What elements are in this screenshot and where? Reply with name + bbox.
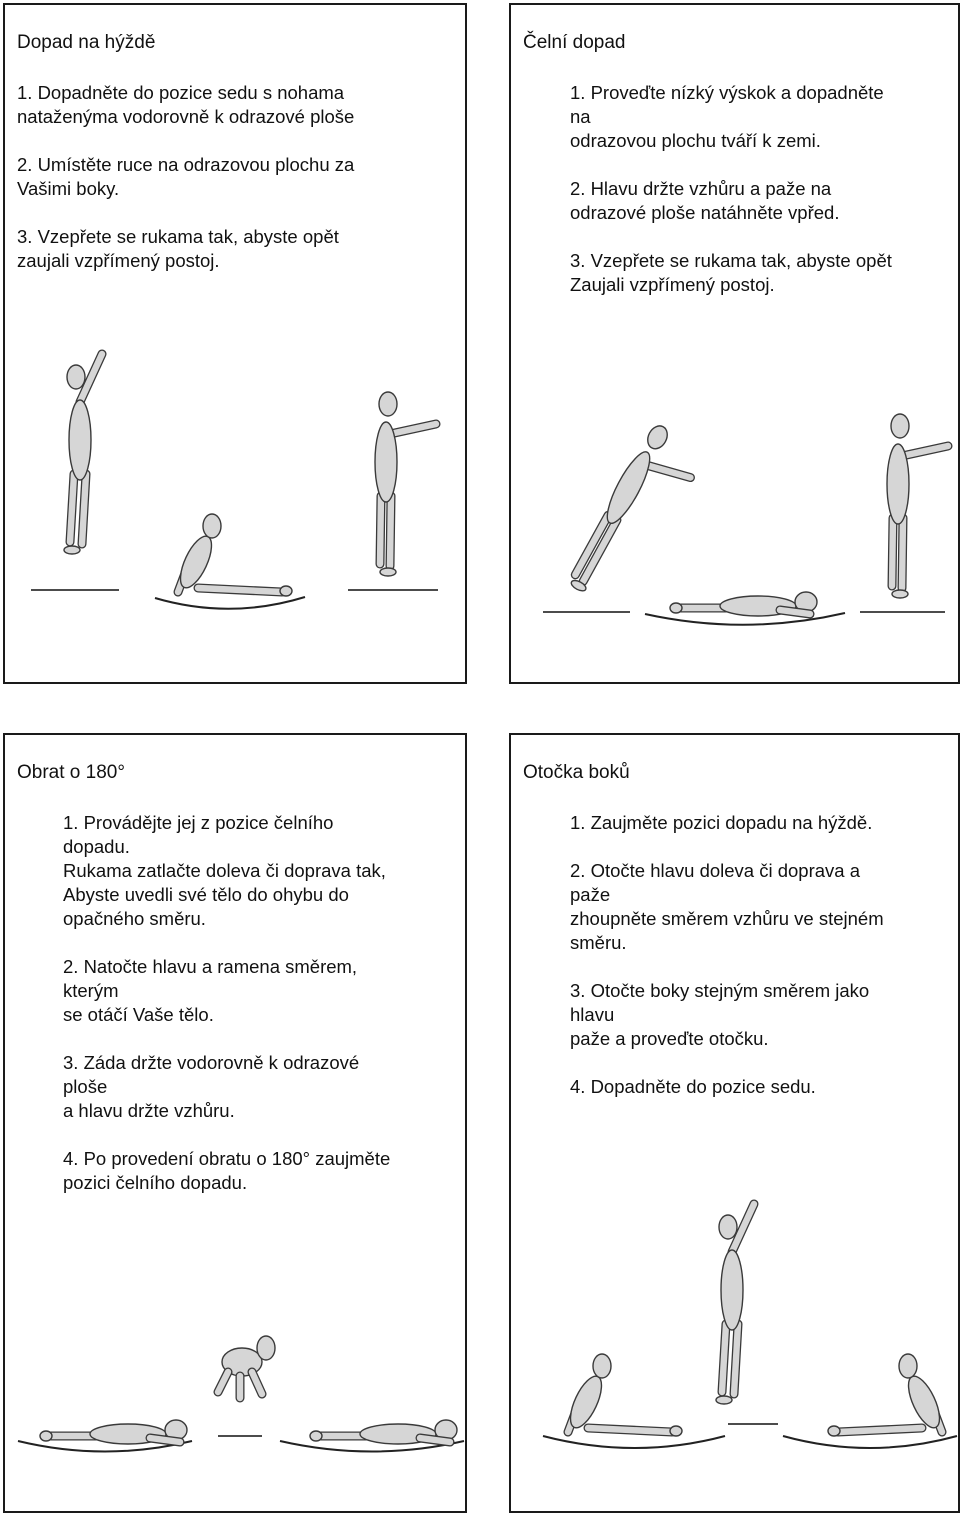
figure-lying: [40, 1420, 187, 1444]
step-item: 1. Provádějte jej z pozice čelního dopadu. Rukama zatlačte doleva či doprava tak, Abyste uvedli své tělo do ohybu do opačného směru.: [63, 812, 386, 929]
step-item: 3. Vzepřete se rukama tak, abyste opět Zaujali vzpřímený postoj.: [570, 250, 892, 295]
step-item: 3. Vzepřete se rukama tak, abyste opět zaujali vzpřímený postoj.: [17, 226, 339, 271]
step-item: 4. Po provedení obratu o 180° zaujměte pozici čelního dopadu.: [63, 1148, 391, 1193]
step-item: 1. Proveďte nízký výskok a dopadněte na odrazovou plochu tváří k zemi.: [570, 82, 884, 151]
card-title: Otočka boků: [523, 762, 630, 783]
step-item: 1. Dopadněte do pozice sedu s nohama nataženýma vodorovně k odrazové ploše: [17, 82, 355, 127]
step-item: 2. Otočte hlavu doleva či doprava a paže zhoupněte směrem vzhůru ve stejném směru.: [570, 860, 884, 953]
card-title: Obrat o 180°: [17, 762, 125, 783]
figure-standing: [887, 414, 948, 598]
card-title: Dopad na hýždě: [17, 32, 156, 53]
step-item: 3. Otočte boky stejným směrem jako hlavu paže a proveďte otočku.: [570, 980, 870, 1049]
card-title: Čelní dopad: [523, 32, 626, 53]
figure-lying: [310, 1420, 457, 1444]
trampoline-bed: [783, 1436, 957, 1448]
step-item: 1. Zaujměte pozici dopadu na hýždě.: [570, 812, 873, 833]
step-item: 2. Natočte hlavu a ramena směrem, kterým se otáčí Vaše tělo.: [63, 956, 358, 1025]
step-item: 4. Dopadněte do pozice sedu.: [570, 1076, 816, 1097]
figure-jump-arms-up: [64, 354, 102, 554]
figure-seated: [564, 1354, 682, 1436]
step-item: 2. Hlavu držte vzhůru a paže na odrazové ploše natáhněte vpřed.: [570, 178, 840, 223]
figure-jump-arms-up: [716, 1204, 754, 1404]
figure-lying: [670, 592, 817, 616]
step-item: 2. Umístěte ruce na odrazovou plochu za Vašimi boky.: [17, 154, 355, 199]
step-item: 3. Záda držte vodorovně k odrazové ploše a hlavu držte vzhůru.: [63, 1052, 360, 1121]
trampoline-bed: [543, 1436, 725, 1448]
figure-crouched: [218, 1336, 275, 1398]
figure-seated-mirrored: [828, 1354, 946, 1436]
trampoline-bed: [155, 597, 305, 609]
figure-seated: [174, 514, 292, 596]
figure-standing: [375, 392, 436, 576]
figure-leaning-forward: [565, 421, 705, 612]
